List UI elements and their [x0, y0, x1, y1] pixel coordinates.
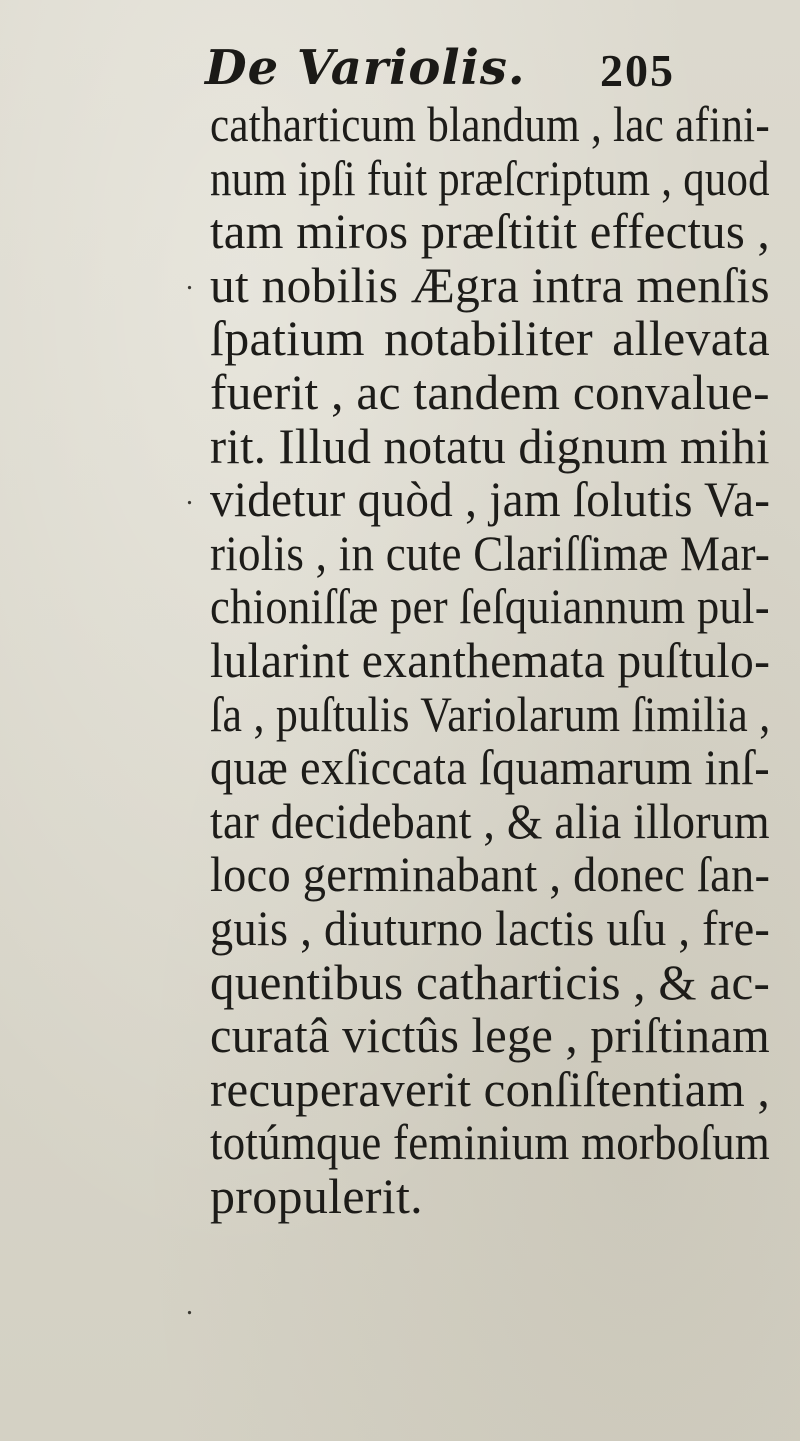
- running-head-title: De Variolis.: [205, 40, 526, 96]
- text-line: quæ exſiccata ſquamarum inſ-: [210, 739, 770, 796]
- text-line: tam miros præſtitit effectus ,: [210, 203, 770, 260]
- text-line: videtur quòd , jam ſolutis Va-: [210, 471, 771, 528]
- text-line: propulerit.: [210, 1167, 423, 1224]
- text-line: lularint exanthemata puſtulo-: [210, 631, 771, 688]
- margin-dot: .: [186, 480, 193, 511]
- text-line: ſpatium notabiliter allevata: [210, 310, 770, 367]
- text-line: curatâ victûs lege , priſtinam: [210, 1007, 770, 1064]
- margin-dot: .: [186, 1290, 193, 1321]
- text-line: catharticum blandum , lac afini-: [210, 96, 770, 152]
- text-line: ſa , puſtulis Variolarum ſimilia ,: [210, 685, 771, 742]
- text-line: num ipſi fuit præſcriptum , quod: [210, 149, 770, 206]
- text-line: totúmque feminium morboſum: [210, 1114, 771, 1171]
- margin-dot: .: [186, 265, 193, 296]
- text-line: recuperaverit conſiſtentiam ,: [210, 1060, 770, 1117]
- text-line: quentibus catharticis , & ac-: [210, 953, 771, 1010]
- text-line: chioniſſæ per ſeſquiannum pul-: [210, 578, 770, 635]
- text-line: ut nobilis Ægra intra menſis: [210, 256, 770, 313]
- text-line: rit. Illud notatu dignum mihi: [210, 417, 770, 474]
- page-number: 205: [600, 45, 675, 96]
- text-line: fuerit , ac tandem convalue-: [210, 363, 770, 420]
- text-line: guis , diuturno lactis uſu , fre-: [210, 899, 771, 956]
- text-line: riolis , in cute Clariſſimæ Mar-: [210, 524, 771, 581]
- body-text: [210, 98, 770, 1223]
- text-line: loco germinabant , donec ſan-: [210, 846, 771, 903]
- text-line: tar decidebant , & alia illorum: [210, 792, 770, 849]
